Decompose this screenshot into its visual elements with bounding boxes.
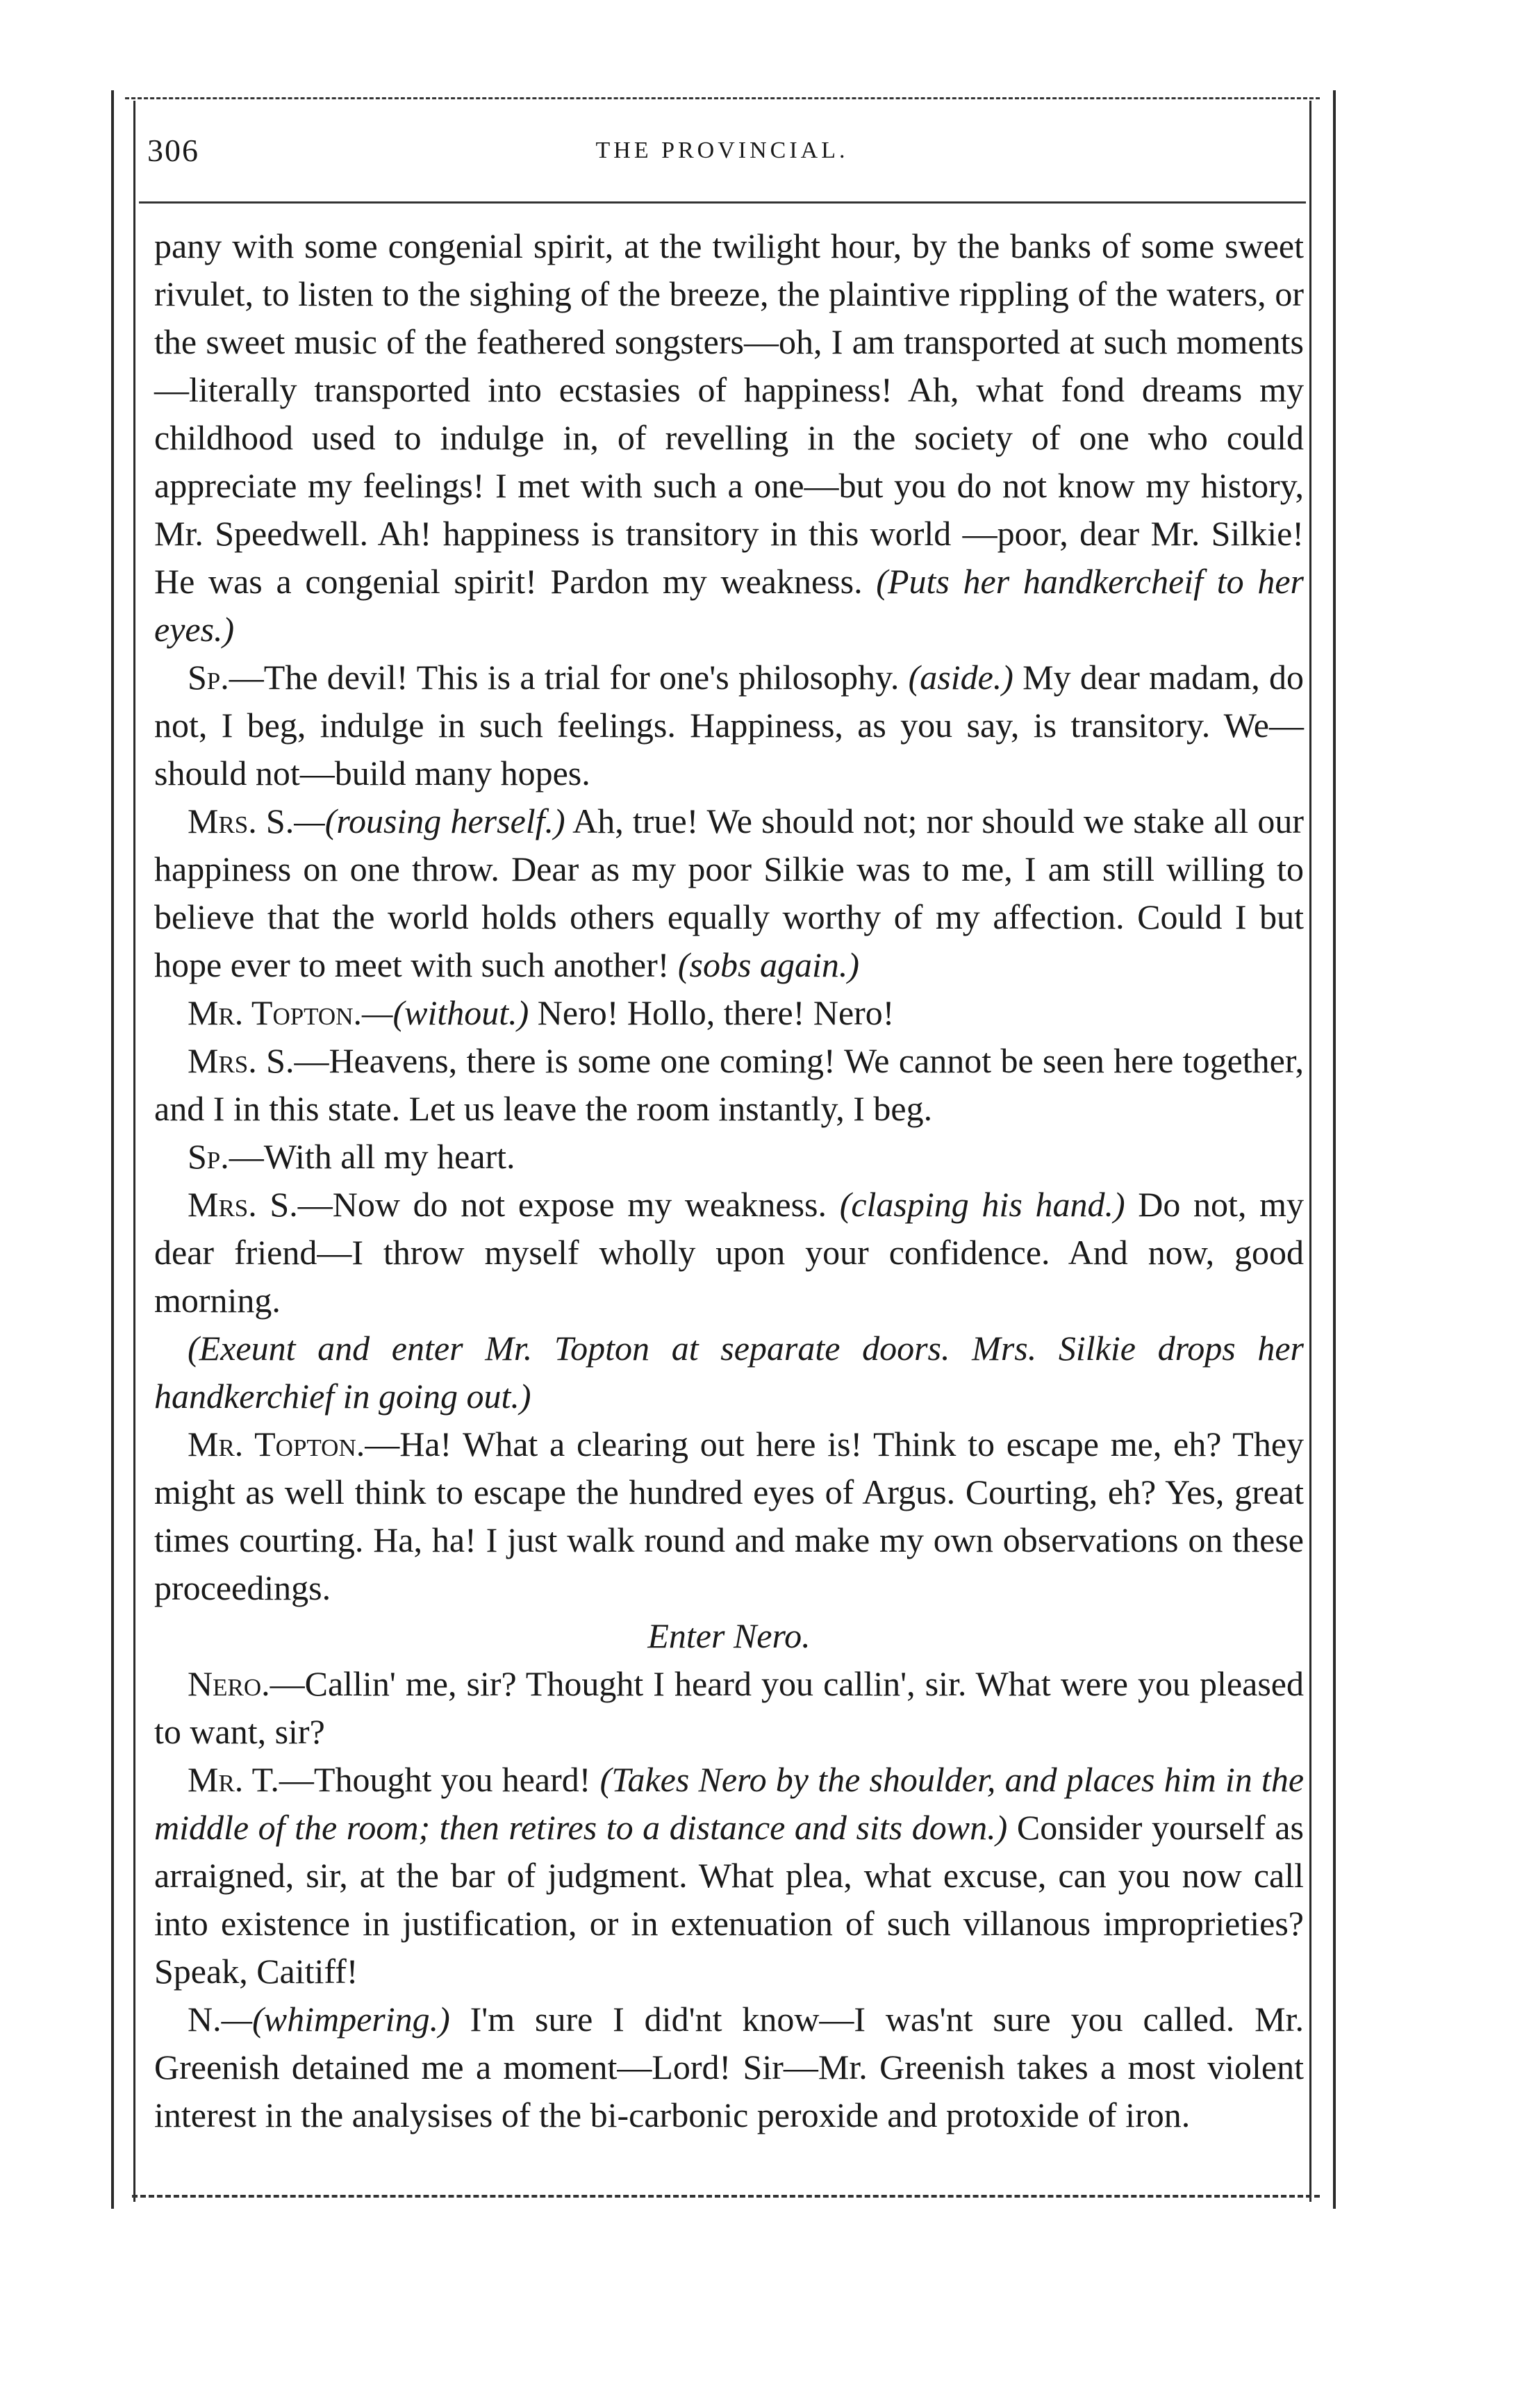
paragraph	[154, 989, 1304, 1037]
paragraph	[154, 1037, 1304, 1133]
running-head: THE PROVINCIAL.	[595, 138, 849, 163]
stage-direction: (Takes Nero by the shoulder, and places him in the middle of the room; then retires to a distance and sits down.)	[154, 1760, 1305, 1847]
dialogue: Nero! Hollo, there! Nero!	[537, 993, 895, 1032]
speaker: Sp.	[188, 658, 229, 697]
speaker: Mrs. S.	[188, 1185, 298, 1224]
stage-direction: (Puts her handkercheif to her eyes.)	[154, 562, 1304, 649]
speaker: Mrs. S.	[188, 802, 295, 840]
paragraph	[154, 1996, 1304, 2139]
stage-entrance: Enter Nero.	[647, 1616, 811, 1655]
speaker: Mr. Topton.	[188, 993, 362, 1032]
paragraph	[154, 222, 1304, 654]
header-rule	[139, 201, 1306, 204]
stage-direction: —(without.)	[361, 993, 529, 1032]
speaker: Mrs. S.	[188, 1041, 295, 1080]
page-header	[147, 132, 1297, 181]
dialogue: My dear madam, do not, I beg, indulge in such feelings. Happiness, as you say, is transitory. We—should not—build many hopes.	[154, 658, 1304, 793]
speaker: Sp.	[188, 1137, 229, 1176]
paragraph	[154, 1756, 1304, 1996]
stage-direction: —(rousing herself.)	[294, 802, 565, 840]
speaker: Mr. Topton.	[188, 1425, 365, 1463]
dialogue: —With all my heart.	[229, 1137, 515, 1176]
dialogue: —Heavens, there is some one coming! We cannot be seen here together, and I in this state. Let us leave the room instantly, I beg.	[154, 1041, 1304, 1128]
speaker: Nero.	[188, 1664, 270, 1703]
stage-direction: (clasping his hand.)	[839, 1185, 1125, 1224]
body-text	[154, 222, 1304, 2139]
dialogue: —Ha! What a clearing out here is! Think to escape me, eh? They might as well think to escape the hundred eyes of Argus. Courting, eh? Yes, great times courting. Ha, ha! I just walk round and make my own observations on these proceedings.	[154, 1425, 1305, 1607]
dialogue: Consider yourself as arraigned, sir, at the bar of judgment. What plea, what excuse, can you now call into existence in justification, or in extenuation of such villanous improprieties? Speak, Caitiff!	[154, 1808, 1305, 1991]
dialogue: —Callin' me, sir? Thought I heard you callin', sir. What were you pleased to want, sir?	[154, 1664, 1304, 1751]
stage-direction: (Exeunt and enter Mr. Topton at separate doors. Mrs. Silkie drops her handkerchief in going out.)	[154, 1329, 1304, 1416]
dialogue: Ah, true! We should not; nor should we stake all our happiness on one throw. Dear as my poor Silkie was to me, I am still willing to believe that the world holds others equally worthy of my affection. Could I but hope ever to meet with such another!	[154, 802, 1305, 984]
speaker: Mr. T.	[188, 1760, 279, 1799]
bottom-rule	[132, 2195, 1320, 2198]
paragraph	[154, 1325, 1304, 1420]
dialogue: —Now do not expose my weakness.	[297, 1185, 827, 1224]
paragraph	[154, 654, 1304, 797]
paragraph	[154, 1420, 1304, 1612]
page-number: 306	[147, 133, 199, 168]
dialogue: Do not, my dear friend—I throw myself wholly upon your confidence. And now, good morning.	[154, 1185, 1305, 1320]
stage-direction: (aside.)	[908, 658, 1013, 697]
paragraph	[154, 1660, 1304, 1756]
stage-direction: —(whimpering.)	[221, 2000, 450, 2039]
paragraph-text: pany with some congenial spirit, at the twilight hour, by the banks of some sweet rivulet, to listen to the sighing of the breeze, the plaintive rippling of the waters, or the sweet music of the feathered songsters—oh, I am transported at such moments—literally transported into ecstasies of happiness! Ah, what fond dreams my childhood used to indulge in, of revelling in the society of one who could appreciate my feelings! I met with such a one—but you do not know my history, Mr. Speedwell. Ah! happiness is transitory in this world —poor, dear Mr. Silkie! He was a congenial spirit! Pardon my weakness.	[154, 226, 1304, 601]
paragraph	[154, 1181, 1304, 1325]
paragraph	[154, 797, 1304, 989]
stage-direction: (sobs again.)	[677, 945, 860, 984]
dialogue: —Thought you heard!	[279, 1760, 591, 1799]
paragraph	[154, 1133, 1304, 1181]
speaker: N.	[188, 2000, 222, 2039]
dialogue: I'm sure I did'nt know—I was'nt sure you called. Mr. Greenish detained me a moment—Lord! Sir—Mr. Greenish takes a most violent interest in the analysises of the bi-carbonic peroxide and protoxide of iron.	[154, 2000, 1304, 2134]
dialogue: —The devil! This is a trial for one's philosophy.	[229, 658, 900, 697]
top-rule	[125, 97, 1320, 99]
